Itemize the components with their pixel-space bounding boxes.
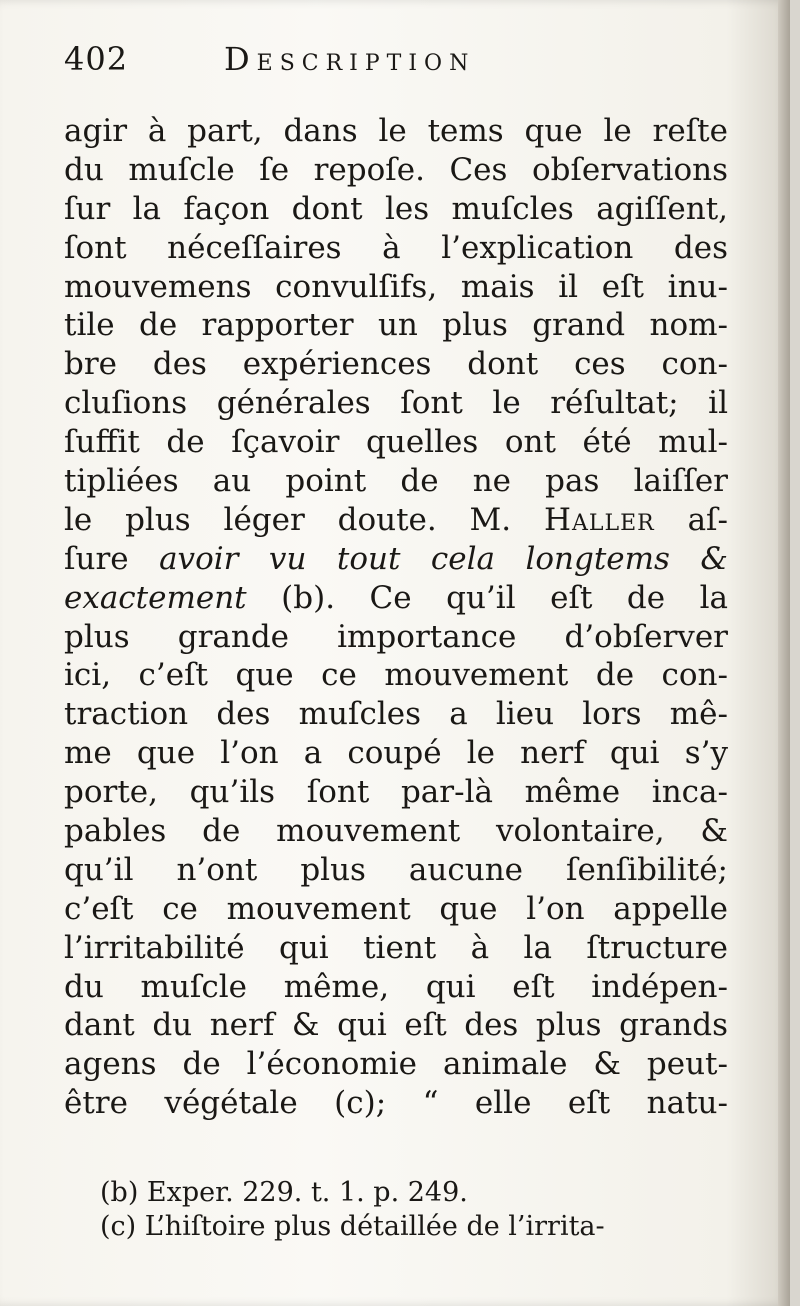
text-line: me que l’on a coupé le nerf qui s’y <box>64 735 728 772</box>
text-fragment: le plus léger doute. M. <box>64 501 512 538</box>
text-line: tile de rapporter un plus grand nom- <box>64 307 728 344</box>
text-line: mouvemens convulſifs, mais il eſt inu- <box>64 268 728 305</box>
text-line: qu’il n’ont plus aucune ſenſibilité; <box>64 851 728 888</box>
text-line: bre des expériences dont ces con- <box>64 346 728 383</box>
text-line: du muſcle ſe repoſe. Ces obſervations <box>64 151 728 188</box>
author-name: Haller <box>543 501 655 538</box>
text-line: du muſcle même, qui eſt indépen- <box>64 968 728 1005</box>
quoted-italic: avoir vu tout cela longtems & <box>159 540 728 577</box>
text-line: ſur la façon dont les muſcles agiſſent, <box>64 190 728 227</box>
text-line: c’eſt ce mouvement que l’on appelle <box>64 890 728 927</box>
text-line: dant du nerf & qui eſt des plus grands <box>64 1007 728 1044</box>
quoted-italic: exactement <box>64 579 247 616</box>
text-line: agens de l’économie animale & peut- <box>64 1046 728 1083</box>
text-line <box>64 579 728 618</box>
text-line: ſont néceſſaires à l’explication des <box>64 229 728 266</box>
page-number: 402 <box>64 40 129 78</box>
text-line <box>64 540 728 579</box>
footnotes <box>100 1176 736 1244</box>
text-fragment: ſure <box>64 540 129 577</box>
page-edge-shadow <box>778 0 790 1306</box>
running-head: Description <box>224 40 476 78</box>
text-line <box>64 501 728 540</box>
text-line: cluſions générales ſont le réſultat; il <box>64 385 728 422</box>
text-line: l’irritabilité qui tient à la ſtructure <box>64 929 728 966</box>
text-line: ſuffit de ſçavoir quelles ont été mul- <box>64 424 728 461</box>
text-line: pables de mouvement volontaire, & <box>64 813 728 850</box>
text-line: plus grande importance d’obſerver <box>64 618 728 655</box>
text-line: traction des muſcles a lieu lors mê- <box>64 696 728 733</box>
text-line: porte, qu’ils ſont par-là même inca- <box>64 774 728 811</box>
text-fragment: (b). Ce qu’il eſt de la <box>281 579 728 616</box>
text-line: agir à part, dans le tems que le reſte <box>64 113 728 149</box>
footnote: (b) Exper. 229. t. 1. p. 249. <box>100 1177 468 1208</box>
text-line: tipliées au point de ne pas laiſſer <box>64 463 728 500</box>
page-header <box>64 40 744 90</box>
text-line: ici, c’eſt que ce mouvement de con- <box>64 657 728 694</box>
text-line: être végétale (c); “ elle eſt natu- <box>64 1085 728 1122</box>
main-text <box>64 112 728 1123</box>
footnote: (c) L’hiſtoire plus détaillée de l’irrita- <box>100 1211 605 1242</box>
text-fragment: aſ- <box>687 501 728 538</box>
